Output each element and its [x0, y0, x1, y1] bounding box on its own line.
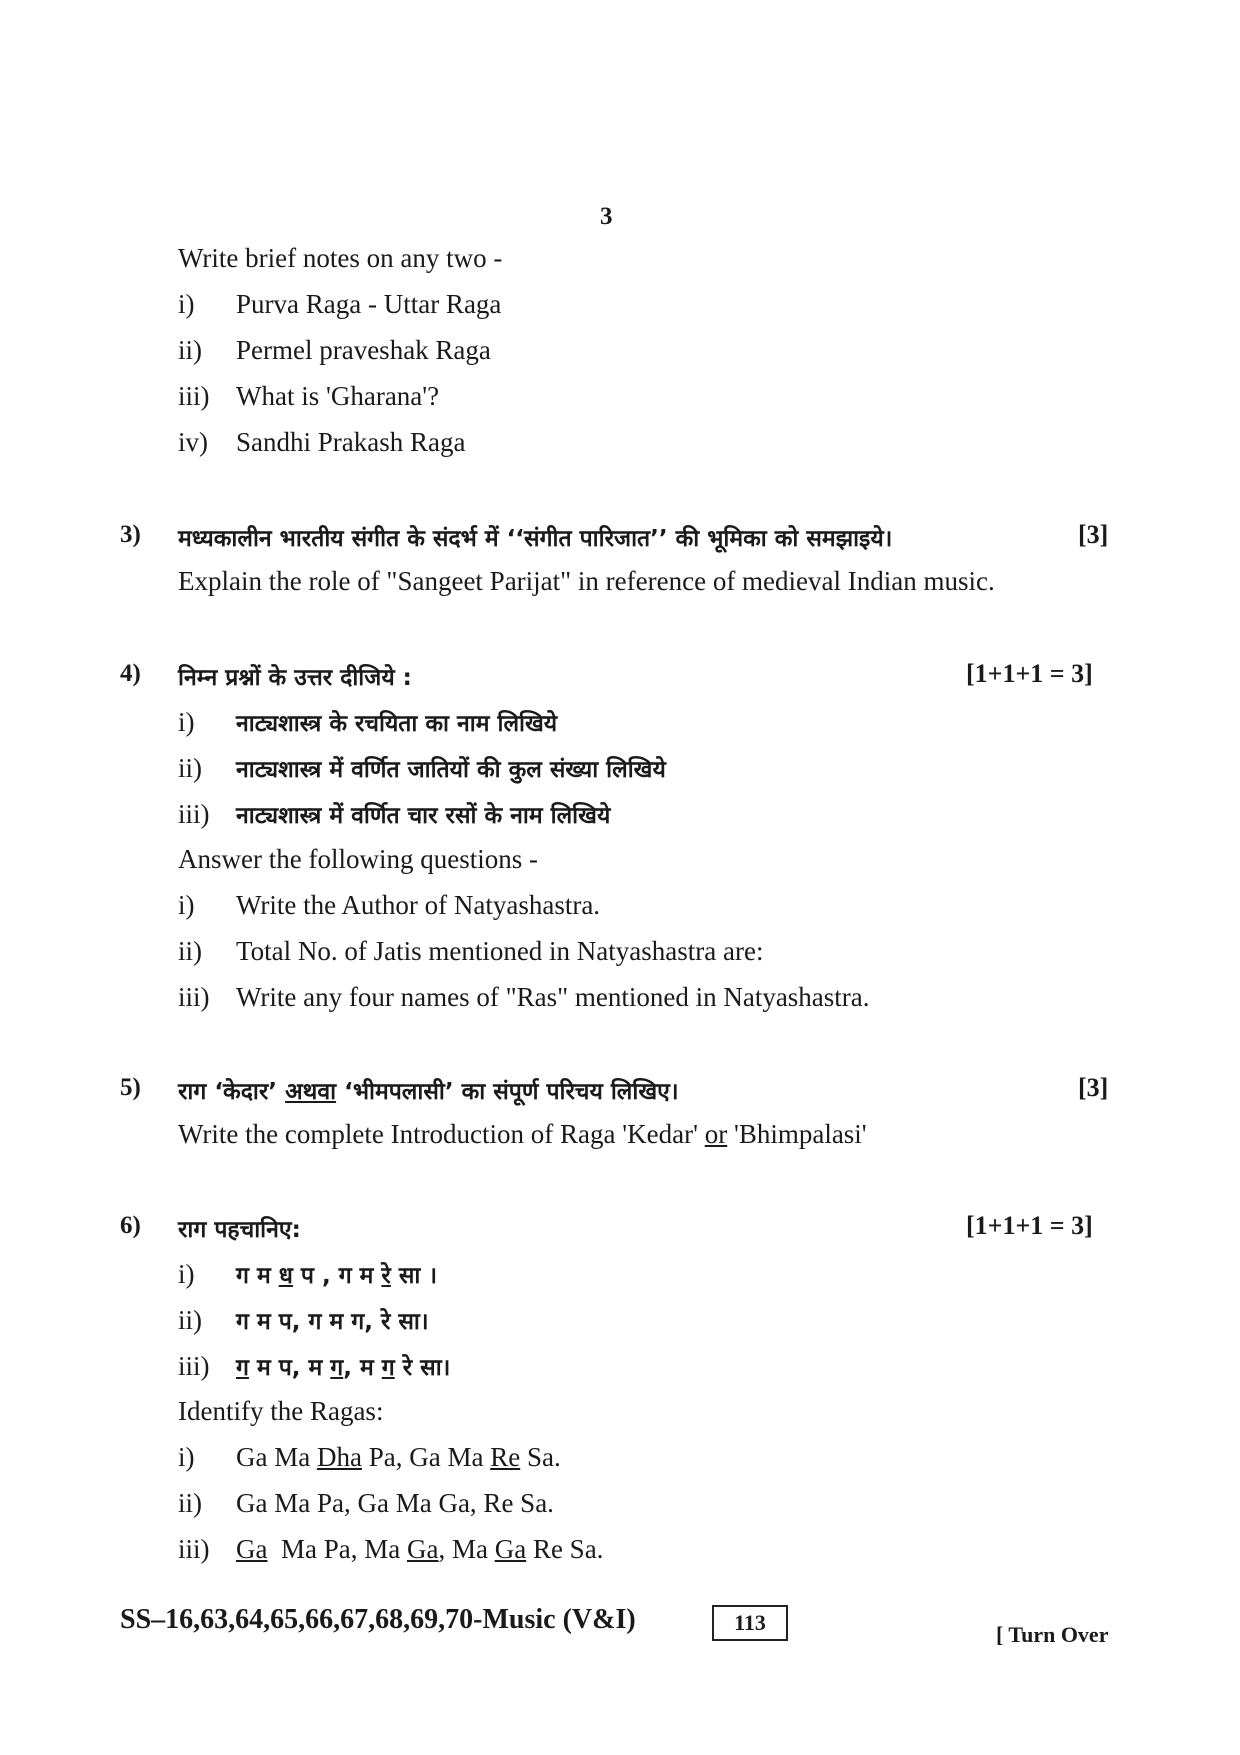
q2-item: iv) Sandhi Prakash Raga: [178, 427, 466, 457]
q4-marks: [1+1+1 = 3]: [966, 659, 1093, 688]
footer-page-box: 113: [712, 1605, 788, 1641]
q4-english-instruction: Answer the following questions -: [178, 844, 538, 874]
q6-hindi-item: ii) ग म प, ग म ग, रे सा।: [178, 1305, 429, 1335]
turn-over-label: [ Turn Over: [996, 1622, 1109, 1647]
q6-number: 6): [120, 1212, 141, 1239]
q4-english-item: i) Write the Author of Natyashastra.: [178, 890, 601, 920]
q2-item: ii) Permel praveshak Raga: [178, 335, 491, 365]
q5-marks: [3]: [1078, 1073, 1109, 1102]
q5-hindi: राग ‘केदार’ अथवा ‘भीमपलासी’ का संपूर्ण परिचय लिखिए।: [178, 1079, 679, 1105]
q4-english-item: iii) Write any four names of "Ras" mentioned in Natyashastra.: [178, 982, 870, 1012]
footer-subject-code: SS–16,63,64,65,66,67,68,69,70-Music (V&I): [120, 1604, 636, 1635]
q6-hindi-item: i) ग म ध प , ग म रे सा ।: [178, 1259, 438, 1289]
q6-marks: [1+1+1 = 3]: [966, 1211, 1093, 1240]
q4-hindi-item: ii) नाट्यशास्त्र में वर्णित जातियों की कुल संख्या लिखिये: [178, 753, 666, 783]
q3-hindi: मध्यकालीन भारतीय संगीत के संदर्भ में ‘‘संगीत पारिजात’’ की भूमिका को समझाइये।: [178, 526, 893, 552]
q4-number: 4): [120, 660, 141, 687]
q3-marks: [3]: [1078, 520, 1109, 549]
q6-english-item: iii) Ga Ma Pa, Ma Ga, Ma Ga Re Sa.: [178, 1534, 604, 1564]
q4-hindi-instruction: निम्न प्रश्नों के उत्तर दीजिये :: [178, 665, 412, 691]
q2-instruction: Write brief notes on any two -: [178, 243, 503, 273]
q2-item: i) Purva Raga - Uttar Raga: [178, 289, 502, 319]
q6-english-item: ii) Ga Ma Pa, Ga Ma Ga, Re Sa.: [178, 1488, 554, 1518]
q3-number: 3): [120, 521, 141, 548]
q2-item: iii) What is 'Gharana'?: [178, 381, 440, 411]
q3-english: Explain the role of "Sangeet Parijat" in reference of medieval Indian music.: [178, 566, 995, 596]
q4-hindi-item: i) नाट्यशास्त्र के रचयिता का नाम लिखिये: [178, 707, 558, 737]
q6-hindi-instruction: राग पहचानिए:: [178, 1217, 301, 1243]
q5-number: 5): [120, 1074, 141, 1101]
q6-hindi-item: iii) ग म प, म ग, म ग रे सा।: [178, 1351, 451, 1381]
q4-english-item: ii) Total No. of Jatis mentioned in Natyashastra are:: [178, 936, 764, 966]
q6-english-item: i) Ga Ma Dha Pa, Ga Ma Re Sa.: [178, 1442, 561, 1472]
q6-english-instruction: Identify the Ragas:: [178, 1396, 384, 1426]
q5-english: Write the complete Introduction of Raga 'Kedar' or 'Bhimpalasi': [178, 1119, 867, 1149]
page-number: 3: [600, 203, 613, 230]
q4-hindi-item: iii) नाट्यशास्त्र में वर्णित चार रसों के नाम लिखिये: [178, 799, 611, 829]
